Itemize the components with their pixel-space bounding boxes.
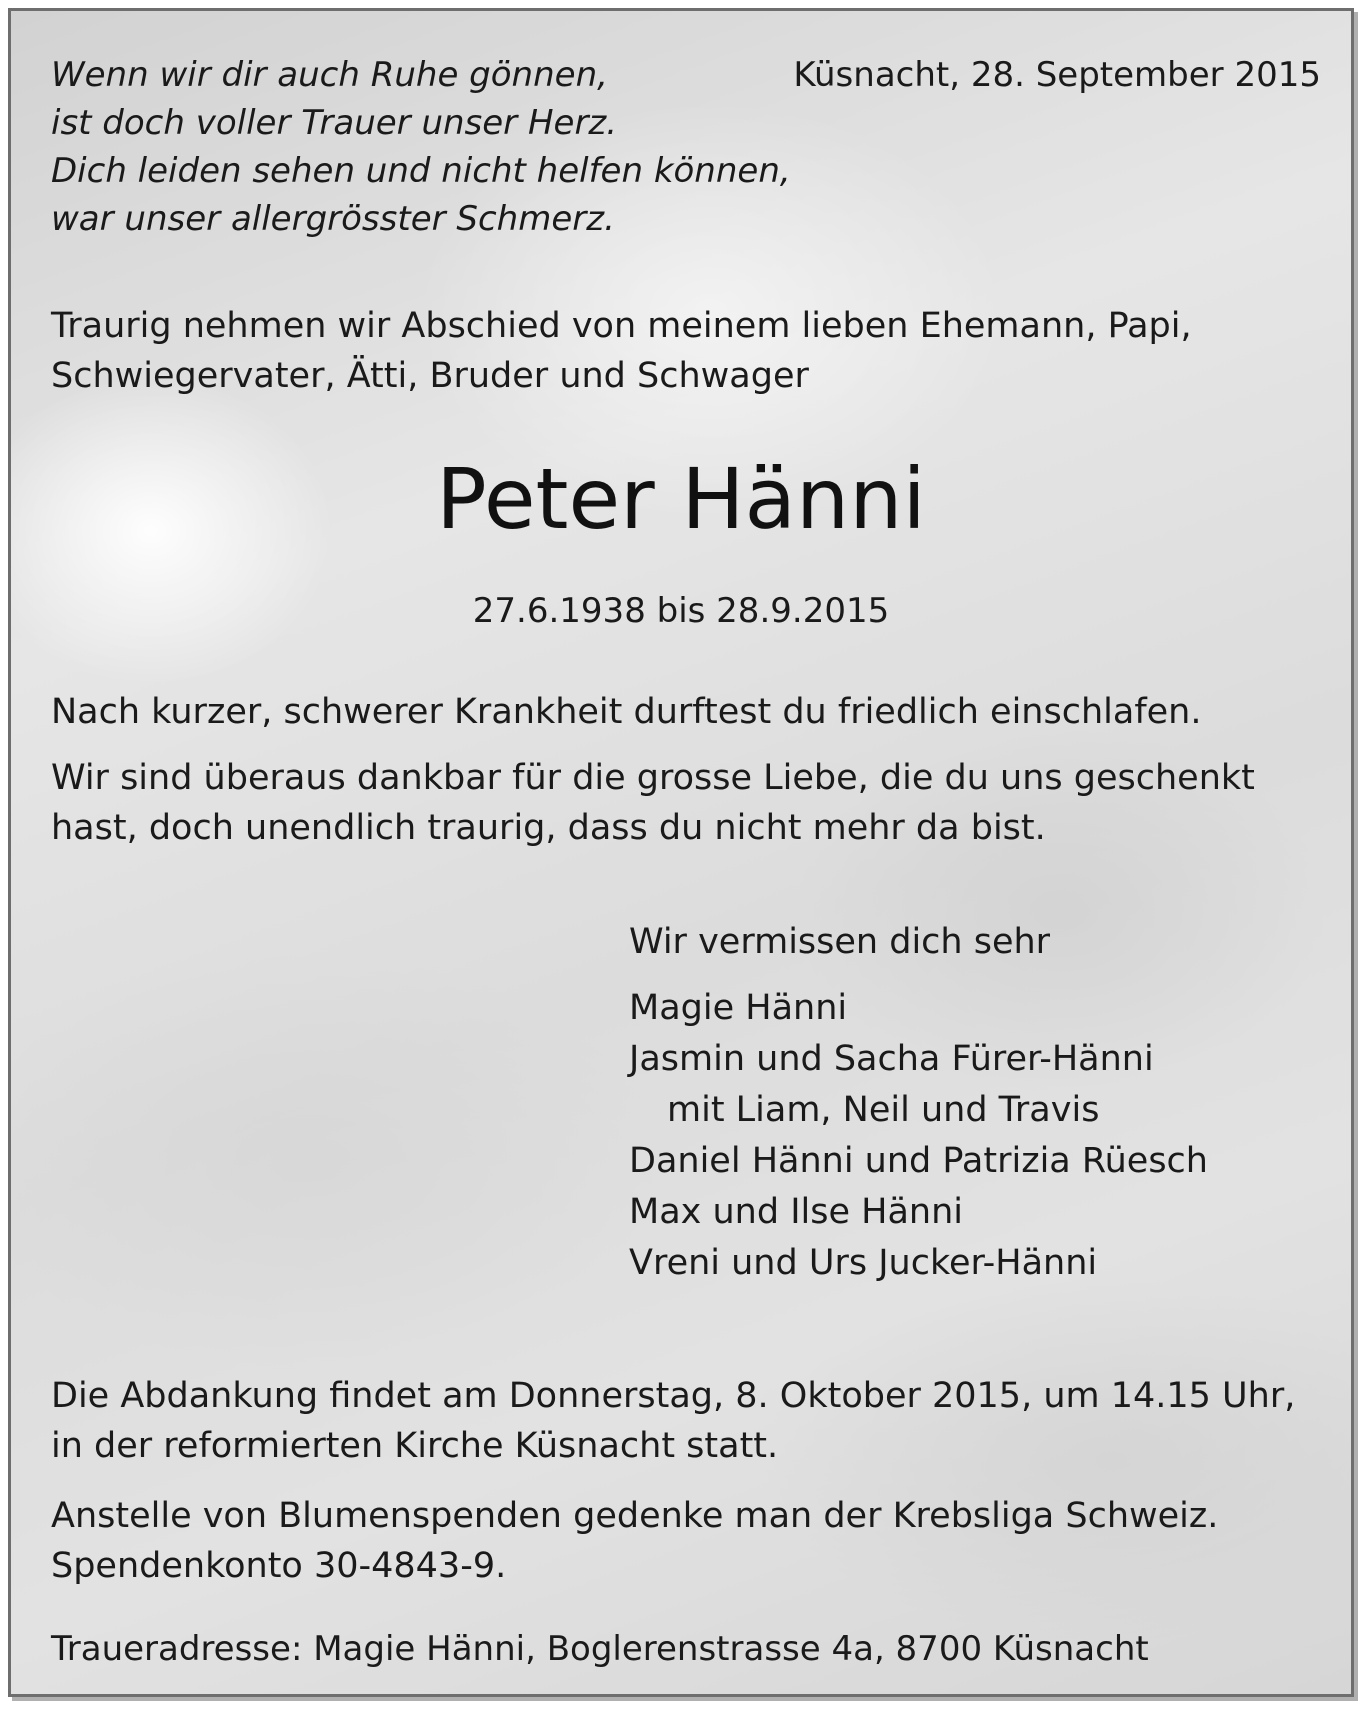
place-and-date: Küsnacht, 28. September 2015	[793, 55, 1321, 95]
poem-line: Wenn wir dir auch Ruhe gönnen,	[51, 55, 608, 95]
mourner-name: Magie Hänni	[629, 988, 848, 1028]
intro-line: Schwiegervater, Ätti, Bruder und Schwager	[51, 356, 809, 396]
mourner-name: Max und Ilse Hänni	[629, 1192, 963, 1232]
life-dates: 27.6.1938 bis 28.9.2015	[472, 591, 890, 631]
service-line: Die Abdankung findet am Donnerstag, 8. Oktober 2015, um 14.15 Uhr,	[51, 1376, 1296, 1416]
message-paragraph-1: Nach kurzer, schwerer Krankheit durftest du friedlich einschlafen.	[51, 692, 1202, 732]
mourners-list	[629, 983, 1208, 1289]
obituary-notice	[8, 8, 1354, 1697]
poem-line: ist doch voller Trauer unser Herz.	[51, 103, 618, 143]
intro-line: Traurig nehmen wir Abschied von meinem lieben Ehemann, Papi,	[51, 306, 1192, 346]
mourning-address: Traueradresse: Magie Hänni, Boglerenstrasse 4a, 8700 Küsnacht	[51, 1629, 1149, 1669]
mourners-heading: Wir vermissen dich sehr	[629, 922, 1051, 962]
poem-line: Dich leiden sehen und nicht helfen können,	[51, 151, 791, 191]
farewell-intro	[51, 301, 1192, 401]
message-line: Wir sind überaus dankbar für die grosse Liebe, die du uns geschenkt	[51, 758, 1255, 798]
mourner-name: Jasmin und Sacha Fürer-Hänni	[629, 1039, 1154, 1079]
message-line: hast, doch unendlich traurig, dass du nicht mehr da bist.	[51, 808, 1046, 848]
funeral-service-info	[51, 1371, 1295, 1471]
donation-line: Spendenkonto 30-4843-9.	[51, 1546, 507, 1586]
mourner-name: Vreni und Urs Jucker-Hänni	[629, 1243, 1098, 1283]
service-line: in der reformierten Kirche Küsnacht statt.	[51, 1426, 779, 1466]
deceased-name: Peter Hänni	[436, 450, 926, 548]
mourner-name: Daniel Hänni und Patrizia Rüesch	[629, 1141, 1208, 1181]
message-paragraph-2	[51, 753, 1255, 853]
mourner-name: mit Liam, Neil und Travis	[667, 1090, 1100, 1130]
memorial-poem	[51, 51, 791, 243]
donation-info	[51, 1491, 1218, 1591]
donation-line: Anstelle von Blumenspenden gedenke man der Krebsliga Schweiz.	[51, 1496, 1219, 1536]
poem-line: war unser allergrösster Schmerz.	[51, 199, 615, 239]
